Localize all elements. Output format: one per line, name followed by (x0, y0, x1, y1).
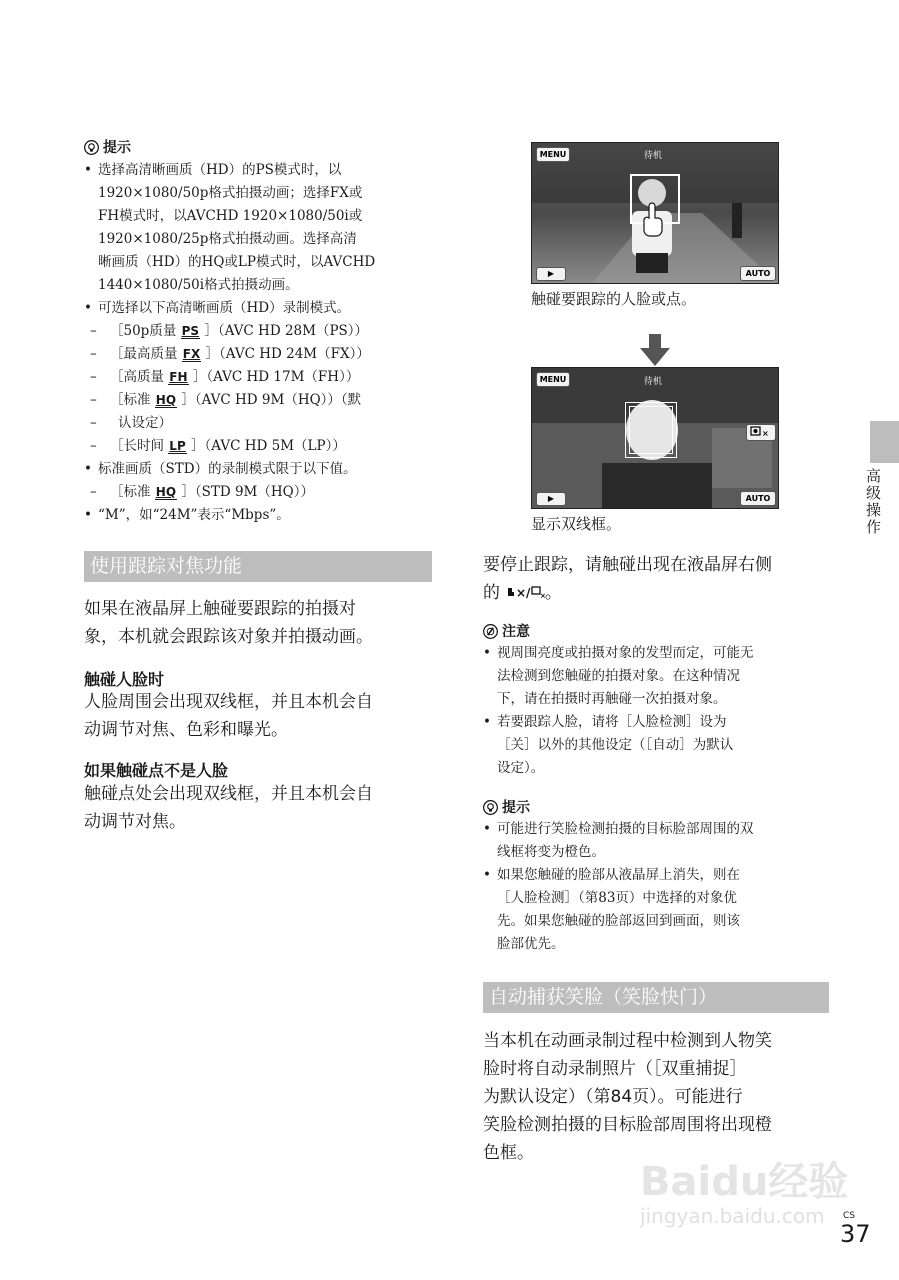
standby-label: 待机 (644, 151, 663, 161)
mode-item: – ［最高质量 FX ］（AVC HD 24M（FX）） (84, 343, 444, 366)
list-item: • 若要跟踪人脸，请将［人脸检测］设为 ［关］以外的其他设定（［自动］为默认 设定）。 (483, 711, 833, 780)
nonface-heading: 如果触碰点不是人脸 (84, 761, 229, 780)
caption-frame: 显示双线框。 (531, 515, 622, 533)
down-arrow-icon (640, 334, 670, 366)
stop-icons (500, 586, 545, 602)
finger-icon (640, 203, 666, 237)
section-title-tracking: 使用跟踪对焦功能 (84, 551, 432, 582)
face-heading: 触碰人脸时 (84, 670, 165, 689)
tip-title: 提示 (502, 800, 530, 816)
list-item: • 选择高清晰画质（HD）的PS模式时，以 1920×1080/50p格式拍摄动画；选择FX或 FH模式时，以AVCHD 1920×1080/50i或 1920×1080/25p格式拍摄动画。选择高清 晰画质（HD）的HQ或LP模式时，以AVCHD 1440×1080/50i格式拍摄动画。 (84, 159, 444, 297)
auto-button[interactable]: AUTO (740, 491, 776, 506)
lcd-screen-touch (531, 142, 779, 284)
playback-button[interactable]: ▶ (536, 492, 566, 506)
auto-button[interactable]: AUTO (740, 266, 776, 281)
svg-text:×: × (762, 429, 769, 438)
tip-heading (84, 137, 444, 157)
mode-item: – ［50p质量 PS ］（AVC HD 28M（PS）） (84, 320, 444, 343)
list-item: • 如果您触碰的脸部从液晶屏上消失，则在 ［人脸检测］（第83页）中选择的对象优 先。如果您触碰的脸部返回到画面，则该 脸部优先。 (483, 864, 833, 956)
mode-tag: FH (169, 370, 188, 384)
caution-icon (483, 624, 498, 639)
lcd-screen-tracking (531, 367, 779, 509)
left-tip-box (84, 137, 444, 527)
note-heading (483, 621, 833, 641)
stop-tracking-text: 要停止跟踪，请触碰出现在液晶屏右侧 的 ×/ × 。 (483, 555, 772, 603)
list-item: • 视周围亮度或拍摄对象的发型而定，可能无 法检测到您触碰的拍摄对象。在这种情况 下，请在拍摄时再触碰一次拍摄对象。 (483, 642, 833, 711)
list-item: • 可能进行笑脸检测拍摄的目标脸部周围的双 线框将变为橙色。 (483, 818, 833, 864)
mode-item: – ［高质量 FH ］（AVC HD 17M（FH）） (84, 366, 444, 389)
note-list (483, 642, 833, 780)
caption-touch: 触碰要跟踪的人脸或点。 (531, 290, 697, 308)
menu-button[interactable]: MENU (536, 147, 570, 162)
smile-text: 当本机在动画录制过程中检测到人物笑 脸时将自动录制照片（［双重捕捉］ 为默认设定）（第84页）。可能进行 笑脸检测拍摄的目标脸部周围将出现橙 色框。 (483, 1031, 772, 1163)
side-tab-marker (870, 421, 899, 463)
watermark-brand: Baidu经验 (640, 1159, 849, 1205)
mode-item: – ［长时间 LP ］（AVC HD 5M（LP）） (84, 435, 444, 458)
stop-tracking-button[interactable] (746, 424, 776, 441)
standby-label: 待机 (644, 377, 663, 387)
right-tip-box (483, 797, 833, 956)
menu-button[interactable]: MENU (536, 372, 570, 387)
face-text: 人脸周围会出现双线框，并且本机会自 动调节对焦、色彩和曝光。 (84, 692, 373, 740)
mode-tag: PS (181, 324, 200, 338)
list-item: • 可选择以下高清晰画质（HD）录制模式。 (84, 297, 444, 320)
list-item: • 标准画质（STD）的录制模式限于以下值。 (84, 458, 444, 481)
mode-item: – ［标准 HQ ］（STD 9M（HQ）） (84, 481, 444, 504)
nonface-text: 触碰点处会出现双线框，并且本机会自 动调节对焦。 (84, 784, 373, 832)
lang-code: CS (843, 1211, 855, 1221)
page-number: 37 (840, 1220, 871, 1248)
stop-tracking-icon (749, 425, 773, 438)
note-title: 注意 (502, 624, 530, 640)
mode-tag: HQ (155, 393, 177, 407)
svg-text:×/: ×/ (515, 586, 531, 600)
mode-item: – ［标准 HQ ］（AVC HD 9M（HQ））（默 (84, 389, 444, 412)
svg-text:×: × (539, 592, 546, 600)
tip-heading (483, 797, 833, 817)
tip-title: 提示 (103, 140, 131, 156)
track-cancel-icon (505, 584, 545, 600)
side-tab-label: 高级操作 (864, 468, 882, 536)
list-item: • “M”，如“24M”表示“Mbps”。 (84, 504, 444, 527)
watermark-url: jingyan.baidu.com (640, 1204, 825, 1228)
playback-button[interactable]: ▶ (536, 267, 566, 281)
mode-tag: LP (169, 439, 186, 453)
note-box (483, 621, 833, 780)
tip-list (84, 159, 444, 527)
section1-intro: 如果在液晶屏上触碰要跟踪的拍摄对 象，本机就会跟踪该对象并拍摄动画。 (84, 599, 373, 647)
section-title-smile: 自动捕获笑脸（笑脸快门） (483, 982, 829, 1013)
lightbulb-icon (84, 140, 99, 155)
mode-tag: FX (182, 347, 201, 361)
mode-item-cont: – 认设定） (84, 412, 444, 435)
double-frame-inner (629, 406, 673, 454)
mode-tag: HQ (155, 485, 177, 499)
lightbulb-icon (483, 800, 498, 815)
tip-list (483, 818, 833, 956)
